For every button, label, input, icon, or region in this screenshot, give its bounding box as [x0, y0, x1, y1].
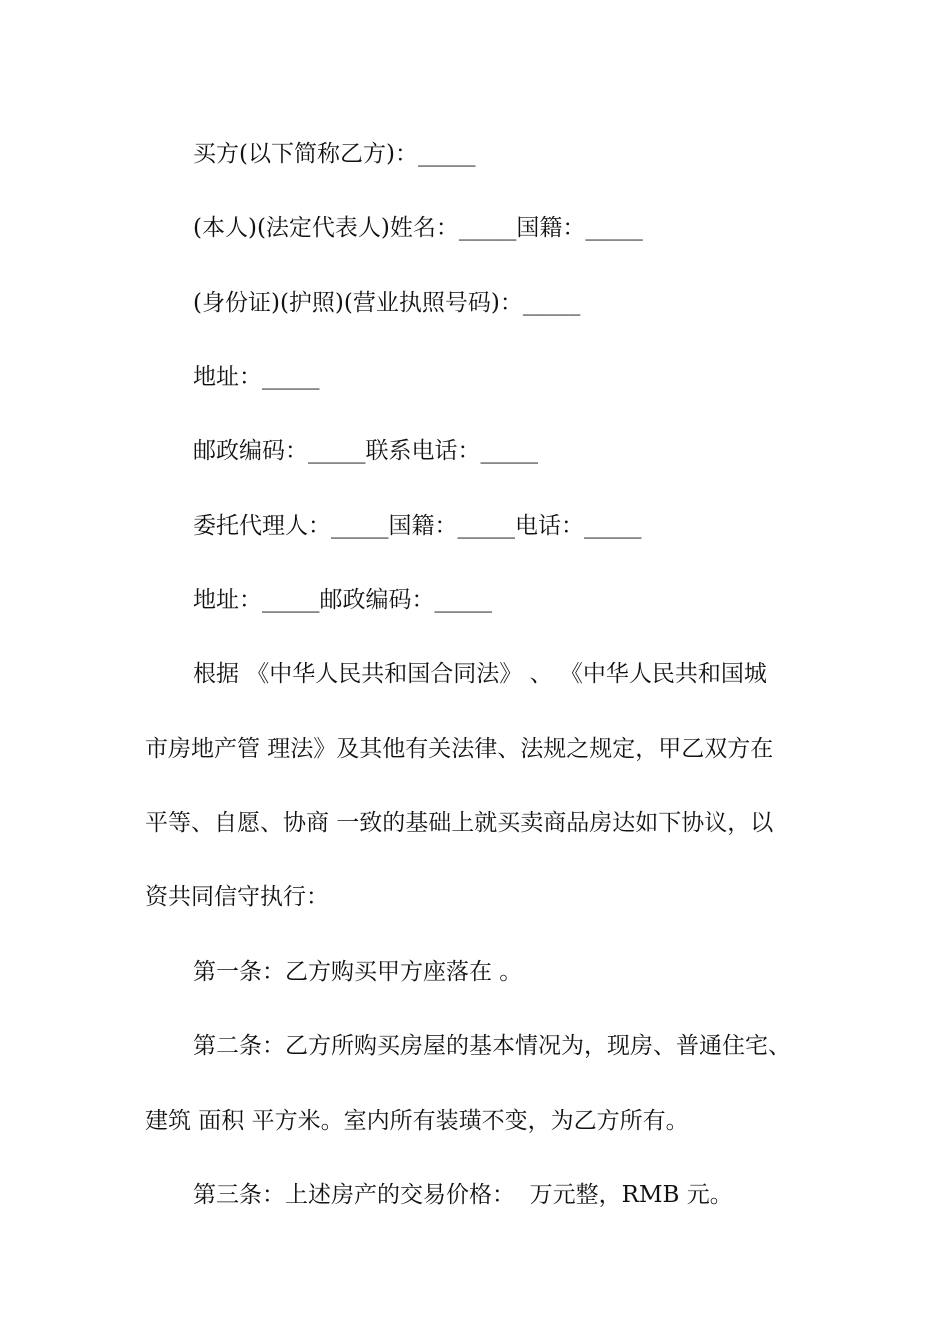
buyer-id-line: (身份证)(护照)(营业执照号码)：_____ — [193, 290, 581, 316]
article-2-line-2: 建筑 面积 平方米。室内所有装璜不变，为乙方所有。 — [145, 1108, 689, 1134]
article-3: 第三条：上述房产的交易价格： 万元整，RMB 元。 — [193, 1182, 733, 1208]
article-2-line-1: 第二条：乙方所购买房屋的基本情况为，现房、普通住宅、 — [193, 1033, 791, 1059]
buyer-line: 买方(以下简称乙方)：_____ — [193, 141, 476, 167]
buyer-name-nationality-line: (本人)(法定代表人)姓名：_____国籍：_____ — [193, 215, 643, 241]
buyer-address-line: 地址：_____ — [193, 364, 320, 390]
preamble-line-4: 资共同信守执行： — [145, 884, 329, 910]
preamble-line-3: 平等、自愿、协商 一致的基础上就买卖商品房达如下协议，以 — [145, 810, 774, 836]
article-1: 第一条：乙方购买甲方座落在 。 — [193, 959, 523, 985]
preamble-line-2: 市房地产管 理法》及其他有关法律、法规之规定，甲乙双方在 — [145, 736, 774, 762]
agent-address-line: 地址：_____邮政编码：_____ — [193, 587, 492, 613]
postcode-phone-line: 邮政编码：_____联系电话：_____ — [193, 438, 538, 464]
preamble-line-1: 根据 《中华人民共和国合同法》 、 《中华人民共和国城 — [193, 661, 767, 687]
agent-line: 委托代理人：_____国籍：_____电话：_____ — [193, 513, 642, 539]
